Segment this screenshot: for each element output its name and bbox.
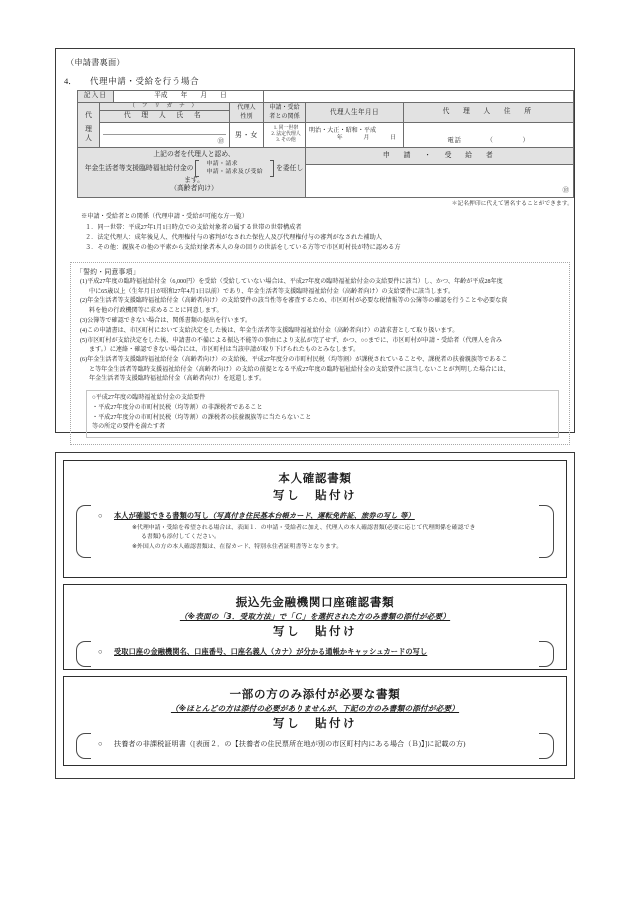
header-birthdate: 代理人生年月日 [306, 103, 404, 123]
attachment-documents-frame [55, 452, 575, 779]
requirement-header: ○平成27年度の臨時福祉給付金の支給要件 [92, 394, 206, 401]
section-4-number: 4． [64, 76, 77, 86]
application-back-side-frame [55, 48, 575, 433]
delegation-line-1: 上記の者を代理人と認め、 [153, 151, 235, 159]
pledge-item [75, 297, 565, 316]
relation-note-item: ３．その他：親族その他の平素から支給対象者本人の身の回りの世話をしている方等で市区町村長が特に認める方 [85, 243, 401, 251]
applicant-receiver-header: 申 請 ・ 受 給 者 [306, 148, 574, 165]
doc-paste-label: 写し 貼付け [273, 488, 357, 502]
bank-account-document-block [63, 584, 567, 670]
identity-verification-document-block [63, 460, 567, 578]
header-gender: 代理人 性別 [230, 103, 264, 123]
pledge-item-main: (2)年金生活者等支援臨時福祉給付金（高齢者向け）の支給要件の該当性等を審査するため、市区町村が必要な税情報等の公簿等の確認を行うことや必要な資 [80, 298, 508, 305]
delegation-line-2 [83, 160, 305, 186]
header-furigana: （ フ リ ガ ナ ） [100, 103, 230, 111]
header-address: 代 理 人 住 所 [404, 103, 574, 123]
doc-bullet [98, 739, 532, 750]
doc-bullet [98, 647, 532, 658]
entry-date-label: 記入日 [78, 91, 114, 103]
circle-bullet-icon: ○ [98, 739, 103, 748]
table-row-delegation [78, 148, 574, 165]
requirement-bullet: ・平成27年度分の市町村民税（均等割）の非課税者であること [92, 404, 263, 411]
pledge-item [75, 278, 565, 297]
birth-ymd-fields[interactable]: 年 月 日 [336, 135, 400, 142]
entry-date-blank [264, 91, 574, 103]
doc-title: 一部の方のみ添付が必要な書類 [229, 687, 401, 701]
doc-sub-notes [132, 524, 532, 552]
pledge-item-cont2: 年金生活者等支援臨時福祉給付金（高齢者向け）を返還します。 [89, 376, 266, 383]
delegation-choice-box[interactable] [195, 160, 274, 177]
relation-note-item: １．同一世帯：平成27年1月1日時点での支給対象者の属する世帯の世帯構成者 [85, 223, 302, 231]
agent-relation-select[interactable] [264, 123, 306, 148]
doc-bullet-text [114, 511, 415, 521]
relation-option-1[interactable]: 1. 同一世帯 [273, 126, 299, 132]
pledge-item-cont: ます。）に連絡・確認できない場合には、市区町村は当該申請が取り下げられたものとみなします。 [89, 347, 360, 354]
pledge-item-cont: 中に65歳以上（生年月日が昭和27年4月1日以前）であり、年金生活者等支援臨時福祉給付金（高齢者向け）の支給要件に該当します。 [89, 288, 455, 295]
pledge-item [75, 317, 565, 327]
relation-option-2[interactable]: 2. 法定代理人 [271, 132, 301, 138]
doc-title: 振込先金融機関口座確認書類 [235, 595, 395, 609]
agent-phone-field[interactable] [404, 137, 573, 145]
relation-note-item: ２．法定代理人：成年後見人、代理権付与の審判がなされた保佐人及び代理権付与の審判がなされた補助人 [85, 233, 382, 241]
doc-subtitle: （※表面の「3．受取方法」で「Ｃ」を選択された方のみ書類の添付が必要） [179, 612, 451, 621]
paste-bracket-area [76, 733, 554, 759]
doc-title: 本人確認書類 [278, 471, 352, 485]
doc-note-line: ※外国人の方の本人確認書類は、在留カード、特別永住者証明書等となります。 [132, 543, 343, 550]
paste-bracket-area [76, 641, 554, 667]
delegation-line-3: （高齢者向け） [170, 185, 218, 193]
table-row-headers [78, 103, 574, 111]
delegation-suffix: を委任します。 [184, 164, 304, 184]
agent-row-label-top [78, 103, 100, 111]
doc-note-line: ※代理申請・受給を希望される場合は、表面１．の申請・受給者に加え、代理人の本人確認書類(必要に応じて代理関係を確認でき [132, 524, 476, 531]
section-4-heading [64, 75, 566, 87]
delegation-benefit-name: 年金生活者等支援臨時福祉給付金の [84, 164, 194, 172]
doc-bullet-italic: （写真付き住民基本台帳カード、運転免許証、旅券の写し 等） [208, 511, 415, 520]
partial-attachment-document-block [63, 676, 567, 766]
pledge-item [75, 327, 565, 337]
header-relation: 申請・受給 者との関係 [264, 103, 306, 123]
agent-address-input[interactable] [404, 123, 574, 148]
page-label: （申請書裏面） [66, 58, 125, 67]
doc-note-line: る書類)も添付してください。 [141, 534, 220, 541]
delegation-statement [78, 148, 306, 198]
relation-notes [81, 212, 566, 253]
pledge-item-main: (5)市区町村が支給決定をした後、申請書の不備による振込不能等の事由により支払が完了せず、かつ、○○までに、市区町村が申請・受給者（代理人を含み [80, 337, 503, 344]
requirement-subbox [86, 390, 559, 438]
pledge-item-main: (3)公簿等で確認できない場合は、関係書類の提出を行います。 [80, 317, 252, 324]
doc-subtitle: （※ほとんどの方は添付の必要がありませんが、下記の方のみ書類の添付が必要） [170, 704, 460, 713]
applicant-seal-icon: ㊞ [562, 186, 570, 194]
doc-bullet-text: 受取口座の金融機関名、口座番号、口座名義人（カナ）が分かる通帳かキャッシュカードの写し [114, 647, 428, 656]
pledge-item-main: (4)この申請書は、市区町村において支給決定をした後は、年金生活者等支援臨時福祉給付金（高齢者向け）の請求書として取り扱います。 [80, 327, 459, 334]
agent-birthdate-input[interactable] [306, 123, 404, 148]
agent-information-table [77, 90, 574, 198]
delegation-choice-2[interactable]: 申請・請求及び受給 [206, 169, 264, 176]
entry-date-value[interactable]: 平成 年 月 日 [114, 91, 264, 103]
birth-era-options[interactable]: 明治・大正・昭和・平成 [309, 127, 377, 134]
seal-substitution-note: ＊記名押印に代えて署名することができます。 [451, 201, 573, 208]
pledge-item-main: (1)平成27年度の臨時福祉給付金（6,000円）を受給（受給していない場合は、平成27年度の臨時福祉給付金の支給要件に該当）し、かつ、年齢が平成28年度 [80, 279, 503, 285]
applicant-signature-field[interactable] [306, 164, 574, 197]
doc-bullet [98, 511, 532, 522]
doc-paste-label: 写し 貼付け [273, 624, 357, 638]
doc-bullet-text: 扶養者の非課税証明書（[表面２．の【扶養者の住民票所在地が別の市区町村内にある場合（Ｂ)】]に記載の方) [114, 740, 466, 748]
relation-option-3[interactable]: 3. その他 [276, 138, 296, 144]
name-writing-line [103, 134, 226, 135]
phone-label: 電話 [447, 136, 462, 144]
pledge-consent-box [70, 262, 570, 445]
agent-row-label-bottom: 理 人 [78, 123, 100, 148]
pledge-title: 「誓約・同意事項」 [76, 269, 140, 276]
relation-notes-header: ※申請・受給者との関係（代理申請・受給が可能な方一覧） [81, 213, 249, 221]
agent-name-input[interactable] [100, 123, 230, 148]
pledge-item [75, 356, 565, 385]
agent-row-label-mid: 代 [78, 111, 100, 123]
doc-paste-label: 写し 貼付け [273, 716, 357, 730]
phone-parenthesis: （ ） [486, 136, 530, 144]
circle-bullet-icon: ○ [98, 511, 103, 520]
pledge-item [75, 337, 565, 356]
requirement-footer: 等の所定の要件を満たす者 [92, 424, 166, 431]
agent-gender-select[interactable]: 男・女 [230, 123, 264, 148]
circle-bullet-icon: ○ [98, 647, 103, 656]
delegation-choice-1[interactable]: 申請・請求 [206, 160, 238, 167]
requirement-bullet: ・平成27年度分の市町村民税（均等割）の課税者の扶養親族等に当たらないこと [92, 414, 312, 421]
pledge-item-cont: 料を他の行政機関等に求めることに同意します。 [89, 308, 223, 315]
section-4-title: 代理申請・受給を行う場合 [90, 76, 200, 86]
pledge-item-cont: と等年金生活者等臨時支援福祉給付金（高齢者向け）の支給の前提となる平成27年度の臨時福祉給付金の支給要件に該当しないことが判明した場合には、 [89, 366, 510, 373]
seal-icon: ㊞ [217, 138, 225, 146]
table-row-entry-date [78, 91, 574, 103]
table-row-agent-inputs [78, 123, 574, 148]
header-agent-name: 代 理 人 氏 名 [100, 111, 230, 123]
paste-bracket-area [76, 505, 554, 558]
pledge-item-main: (6)年金生活者等支援臨時福祉給付金（高齢者向け）の支給後、平成27年度分の市町村民税（均等割）が課税されていることや、課税者の扶養親族等であるこ [80, 356, 508, 363]
doc-bullet-bold: 本人が確認できる書類の写し [114, 511, 209, 520]
